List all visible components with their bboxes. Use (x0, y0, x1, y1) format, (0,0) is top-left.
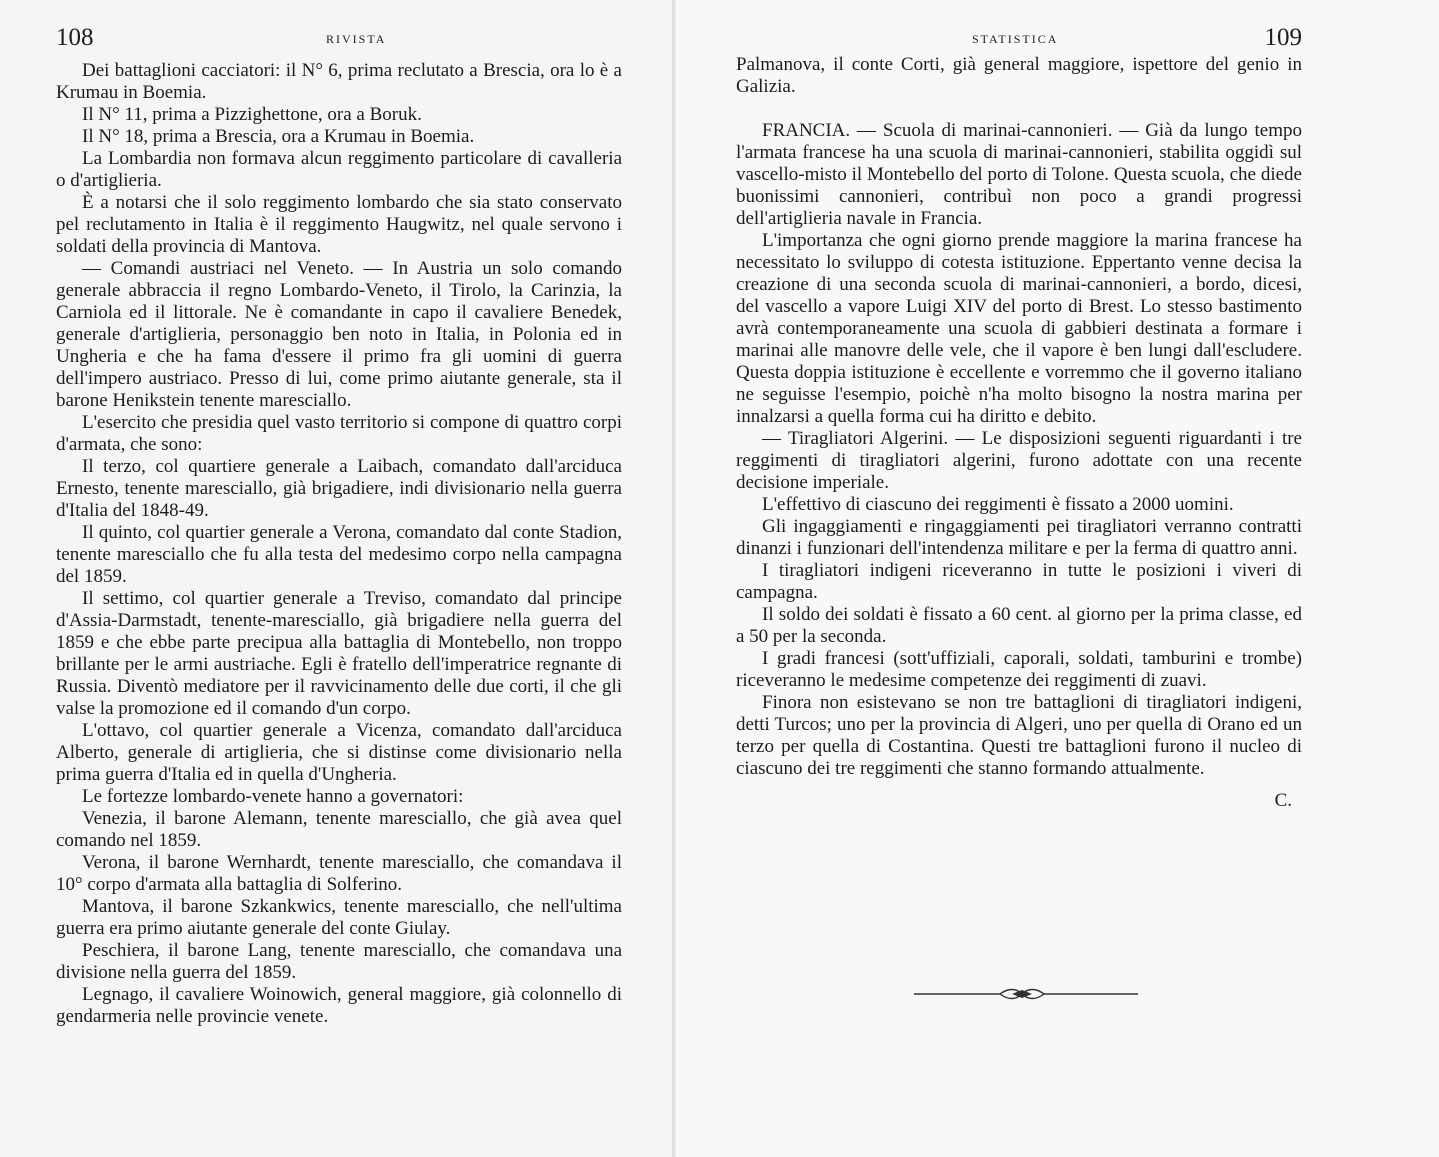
paragraph: Verona, il barone Wernhardt, tenente maresciallo, che comandava il 10° corpo d'armata alla battaglia di Solferino. (56, 852, 622, 895)
paragraph: — Tiragliatori Algerini. — Le disposizioni seguenti riguardanti i tre reggimenti di tiragliatori algerini, furono adottate con una recente decisione imperiale. (736, 428, 1302, 493)
paragraph: FRANCIA. — Scuola di marinai-cannonieri. — Già da lungo tempo l'armata francese ha una scuola di marinai-cannonieri, stabilita oggidì sul vascello-misto il Montebello del porto di Tolone. Questa scuola, che diede buonissimi cannonieri, contribuì non poco a grandi progressi dell'artiglieria navale in Francia. (736, 120, 1302, 229)
paragraph: Peschiera, il barone Lang, tenente maresciallo, che comandava una divisione nella guerra del 1859. (56, 940, 622, 983)
paragraph: Le fortezze lombardo-venete hanno a governatori: (82, 786, 464, 807)
paragraph: Gli ingaggiamenti e ringaggiamenti pei tiragliatori verranno contratti dinanzi i funzionari dell'intendenza militare e per la ferma di quattro anni. (736, 516, 1302, 559)
paragraph: Mantova, il barone Szkankwics, tenente maresciallo, che nell'ultima guerra era primo aiutante generale del conte Giulay. (56, 896, 622, 939)
paragraph: L'ottavo, col quartier generale a Vicenza, comandato dall'arciduca Alberto, generale di artiglieria, che si distinse come divisionario nella prima guerra d'Italia ed in quella d'Ungheria. (56, 720, 622, 785)
page-number: 108 (56, 24, 94, 51)
paragraph: L'esercito che presidia quel vasto territorio si compone di quattro corpi d'armata, che sono: (56, 412, 622, 455)
ornament-divider-icon (912, 984, 1142, 1004)
paragraph: I tiragliatori indigeni riceveranno in tutte le posizioni i viveri di campagna. (736, 560, 1302, 603)
running-head-title: STATISTICA (972, 32, 1059, 46)
page-number: 109 (1264, 24, 1302, 51)
left-page (0, 0, 676, 1157)
running-head-title: RIVISTA (326, 32, 387, 46)
paragraph: Il N° 11, prima a Pizzighettone, ora a Boruk. (82, 104, 422, 125)
paragraph: Il soldo dei soldati è fissato a 60 cent. al giorno per la prima classe, ed a 50 per la seconda. (736, 604, 1302, 647)
continuation-paragraph: Palmanova, il conte Corti, già general maggiore, ispettore del genio in Galizia. (736, 54, 1302, 97)
paragraph: L'importanza che ogni giorno prende maggiore la marina francese ha necessitato lo sviluppo di cotesta istituzione. Eppertanto venne decisa la creazione di una seconda scuola di marinai-cannonieri, a bordo, dicesi, del vascello a vapore Luigi XIV del porto di Brest. Lo stesso bastimento avrà contemporaneamente una scuola di gabbieri destinata a formare i marinai alle manovre delle vele, che il vapore è ben lungi dall'escludere. Questa doppia istituzione è eccellente e vorremmo che il governo italiano ne seguisse l'esempio, poichè n'ha molto bisogno la nostra marina per innalzarsi a quella forma cui ha diritto e debito. (736, 230, 1302, 427)
paragraph: Il quinto, col quartier generale a Verona, comandato dal conte Stadion, tenente maresciallo che fu alla testa del medesimo corpo nella campagna del 1859. (56, 522, 622, 587)
paragraph: Finora non esistevano se non tre battaglioni di tiragliatori indigeni, detti Turcos; uno per la provincia di Algeri, uno per quella di Orano ed un terzo per quella di Costantina. Questi tre battaglioni furono il nucleo di ciascuno dei tre reggimenti che stanno formando attualmente. (736, 692, 1302, 779)
paragraph: La Lombardia non formava alcun reggimento particolare di cavalleria o d'artiglieria. (56, 148, 622, 191)
paragraph: Venezia, il barone Alemann, tenente maresciallo, che già avea quel comando nel 1859. (56, 808, 622, 851)
paragraph: — Comandi austriaci nel Veneto. — In Austria un solo comando generale abbraccia il regno Lombardo-Veneto, il Tirolo, la Carinzia, la Carniola ed il littorale. Ne è comandante in capo il cavaliere Benedek, generale d'artiglieria, personaggio ben noto in Italia, in Polonia ed in Ungheria e che ha fama d'essere il primo fra gli uomini di guerra dell'impero austriaco. Presso di lui, come primo aiutante generale, sta il barone Henikstein tenente maresciallo. (56, 258, 622, 411)
paragraph: L'effettivo di ciascuno dei reggimenti è fissato a 2000 uomini. (762, 494, 1234, 515)
right-body-text (736, 54, 1302, 1074)
signature: C. (1274, 790, 1292, 811)
paragraph: Legnago, il cavaliere Woinowich, general maggiore, già colonnello di gendarmeria nelle provincie venete. (56, 984, 622, 1027)
left-body-text (56, 60, 622, 1150)
paragraph: Dei battaglioni cacciatori: il N° 6, prima reclutato a Brescia, ora lo è a Krumau in Boemia. (56, 60, 622, 103)
paragraph: Il settimo, col quartier generale a Treviso, comandato dal principe d'Assia-Darmstadt, tenente-maresciallo, già brigadiere nella guerra del 1859 e che ebbe parte precipua alla battaglia di Montebello, non troppo brillante per le armi austriache. Egli è fratello dell'imperatrice regnante di Russia. Diventò mediatore per il ravvicinamento delle due corti, il che gli valse la promozione ed il comando d'un corpo. (56, 588, 622, 719)
right-page (676, 0, 1439, 1157)
paragraph: I gradi francesi (sott'uffiziali, caporali, soldati, tamburini e trombe) riceveranno le medesime competenze dei reggimenti di zuavi. (736, 648, 1302, 691)
paragraph: È a notarsi che il solo reggimento lombardo che sia stato conservato pel reclutamento in Italia è il reggimento Haugwitz, nel quale servono i soldati della provincia di Mantova. (56, 192, 622, 257)
paragraph: Il terzo, col quartiere generale a Laibach, comandato dall'arciduca Ernesto, tenente maresciallo, già brigadiere, indi divisionario nella guerra d'Italia del 1848-49. (56, 456, 622, 521)
paragraph: Il N° 18, prima a Brescia, ora a Krumau in Boemia. (82, 126, 475, 147)
